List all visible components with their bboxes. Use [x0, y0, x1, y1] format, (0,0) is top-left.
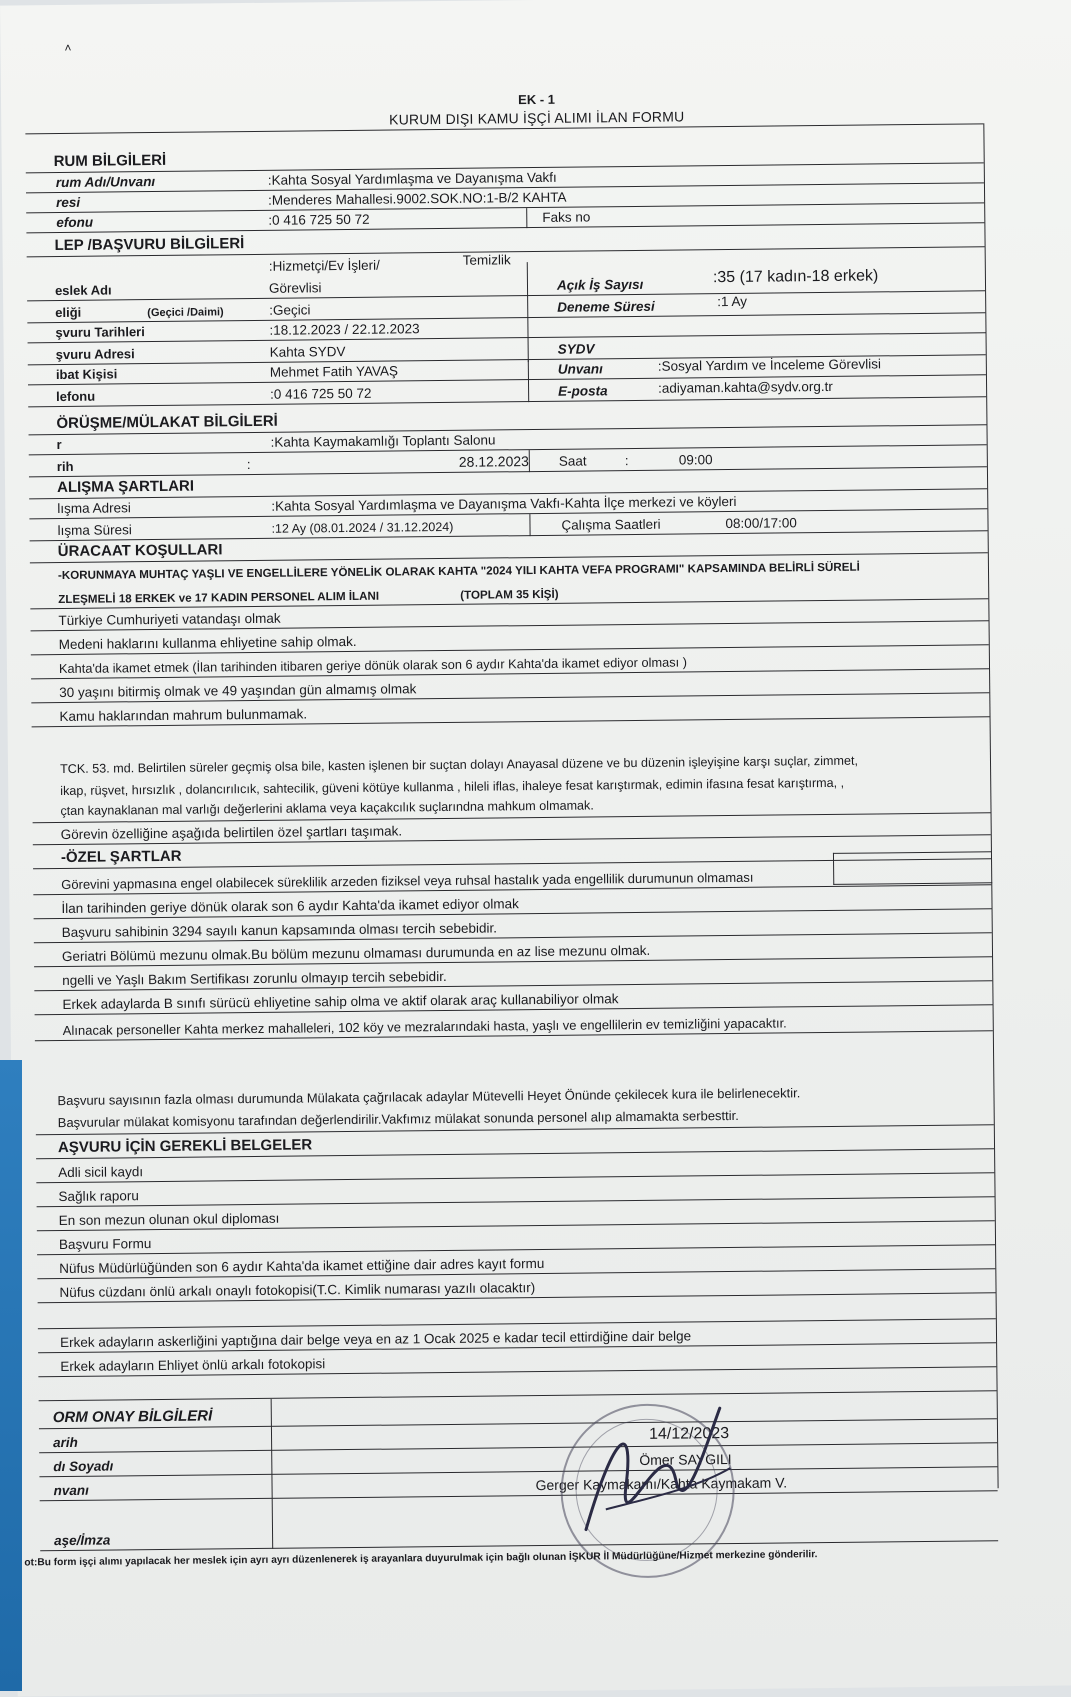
corner-mark: ˄: [64, 40, 72, 55]
muracaat-intro-line1: -KORUNMAYA MUHTAÇ YAŞLI VE ENGELLİLERE YÖNELİK OLARAK KAHTA "2024 YILI KAHTA VEFA PROGRAMI" KAPSAMINDA BELİRLİ SÜRELİ: [57, 560, 860, 583]
ozel-section-title: -ÖZEL ŞARTLAR: [60, 847, 182, 867]
mulakat-time-label: Saat: [558, 453, 587, 469]
basvuru-address-label: şvuru Adresi: [55, 346, 135, 363]
ozel-item: Geriatri Bölümü mezunu olmak.Bu bölüm mezunu olmaması durumunda en az lise mezunu olmak.: [61, 942, 651, 965]
work-hours-value: 08:00/17:00: [725, 515, 797, 532]
sydv-label: SYDV: [557, 341, 595, 357]
irtibat-label: ibat Kişisi: [55, 366, 118, 383]
ozel-note-1: Başvuru sayısının fazla olması durumunda Mülakata çağrılacak adaylar Mütevelli Heyet Önünde çekilecek kura ile belirlenecektir.: [57, 1085, 801, 1109]
kurum-name-value: :Kahta Sosyal Yardımlaşma ve Dayanışma Vakfı: [267, 169, 557, 188]
title-value: :Sosyal Yardım ve İnceleme Görevlisi: [657, 356, 882, 374]
belge-item: Nüfus cüzdanı önlü arkalı onaylı fotokopisi(T.C. Kimlik numarası yazılı olacaktır): [59, 1280, 536, 1301]
meslek-value-line2: Görevlisi: [268, 280, 322, 296]
kurum-phone-value: :0 416 725 50 72: [268, 211, 370, 228]
onay-name-label: dı Soyadı: [53, 1458, 114, 1475]
talep-phone-label: lefonu: [56, 388, 96, 405]
basvuru-address-value: Kahta SYDV: [269, 344, 346, 360]
calisma-section-title: ALIŞMA ŞARTLARI: [56, 477, 195, 497]
talep-section-title: LEP /BAŞVURU BİLGİLERİ: [54, 235, 245, 255]
mulakat-time-value: 09:00: [678, 452, 713, 468]
background-edge: [0, 1060, 22, 1691]
kurum-fax-label: Faks no: [542, 209, 591, 225]
ozel-item: İlan tarihinden geriye dönük olarak son 6 aydır Kahta'da ikamet ediyor olmak: [61, 896, 519, 917]
calisma-duration-label: lışma Süresi: [57, 522, 132, 539]
signature-scribble: [555, 1388, 757, 1560]
mulakat-place-value: :Kahta Kaymakamlığı Toplantı Salonu: [270, 432, 496, 450]
gorev-text: Görevin özelliğine aşağıda belirtilen özel şartları taşımak.: [60, 823, 403, 843]
muracaat-item: 30 yaşını bitirmiş olmak ve 49 yaşından gün almamış olmak: [59, 681, 417, 701]
nitelik-label: eliği: [55, 304, 82, 321]
work-hours-label: Çalışma Saatleri: [561, 516, 661, 533]
nitelik-value: :Geçici: [269, 302, 311, 318]
mulakat-place-label: r: [56, 436, 62, 453]
talep-phone-value: :0 416 725 50 72: [270, 385, 372, 402]
basvuru-dates-value: :18.12.2023 / 22.12.2023: [269, 321, 420, 338]
calisma-divider: [529, 514, 530, 536]
belge-item: Sağlık raporu: [58, 1188, 139, 1205]
open-jobs-value: :35 (17 kadın-18 erkek): [712, 267, 879, 287]
ozel-item: Erkek adaylarda B sınıfı sürücü ehliyetine sahip olma ve aktif olarak araç kullanabiliyor olmak: [62, 991, 619, 1013]
nitelik-options: (Geçici /Daimi): [147, 306, 224, 320]
fax-divider: [526, 208, 527, 228]
email-label: E-posta: [558, 383, 608, 399]
ozel-notes-row: [35, 1031, 994, 1135]
mulakat-date-value: 28.12.2023: [458, 453, 529, 470]
onay-name-value: Ömer SAYGILI: [639, 1451, 732, 1468]
muracaat-item: Medeni haklarını kullanma ehliyetine sahip olmak.: [58, 633, 357, 653]
kurum-address-value: :Menderes Mahallesi.9002.SOK.NO:1-B/2 KAHTA: [268, 189, 567, 208]
tck-line3: çtan kaynaklanan mal varlığı değerlerini aklama veya kaçakcılık suçlarındna mahkum olmamak.: [60, 798, 594, 819]
onay-section-title: ORM ONAY BİLGİLERİ: [52, 1407, 213, 1427]
tck-line1: TCK. 53. md. Belirtilen süreler geçmiş olsa bile, kasten işlenen bir suçtan dolayı Anayasal düzene ve bu düzenin işleyişine karşı suçlar, zimmet,: [59, 753, 859, 777]
belge-item: Erkek adayların Ehliyet önlü arkalı fotokopisi: [60, 1356, 326, 1375]
ozel-item: ngelli ve Yaşlı Bakım Sertifikası zorunlu olmayıp tercih sebebidir.: [62, 968, 447, 989]
trial-period-label: Deneme Süresi: [557, 298, 655, 315]
kurum-phone-label: efonu: [56, 214, 94, 231]
meslek-value-line1: :Hizmetçi/Ev İşleri/: [268, 257, 380, 274]
belge-item: Başvuru Formu: [58, 1236, 152, 1253]
onay-sign-row: [40, 1491, 998, 1551]
muracaat-intro-line2: ZLEŞMELİ 18 ERKEK ve 17 KADIN PERSONEL ALIM İLANI: [58, 589, 380, 607]
kurum-name-label: rum Adı/Unvanı: [55, 173, 156, 191]
mulakat-date-label: rih: [56, 458, 74, 475]
tck-line2: ikap, rüşvet, hırsızlık , dolancırılıcık, sahtecilik, güveni kötüye kullanma , hileli iflas, ihaleye fesat karıştırmak, edimin ifasına fesat karıştırma, ,: [60, 775, 845, 799]
form-annex-label: EK - 1: [518, 91, 556, 108]
belge-item: Erkek adayların askerliğini yaptığına dair belge veya en az 1 Ocak 2025 e kadar tecil ettirdiğine dair belge: [59, 1328, 692, 1351]
onay-date-label: arih: [53, 1434, 78, 1451]
ozel-note-2: Başvurular mülakat komisyonu tarafından değerlendirilir.Vakfımız mülakat sonunda personel alıp almamakta serbesttir.: [57, 1107, 739, 1131]
title-label: Unvanı: [557, 361, 603, 377]
ozel-item: Başvuru sahibinin 3294 sayılı kanun kapsamında olması tercih sebebidir.: [61, 920, 498, 941]
meslek-label: eslek Adı: [54, 282, 112, 299]
email-value: :adiyaman.kahta@sydv.org.tr: [657, 378, 833, 396]
kurum-section-title: RUM BİLGİLERİ: [53, 151, 167, 171]
ozel-item: Görevini yapmasına engel olabilecek süreklilik arzeden fiziksel veya ruhsal hastalık yada engellilik durumunun olmaması: [61, 869, 754, 893]
onay-sign-label: aşe/İmza: [54, 1532, 111, 1549]
belge-item: Nüfus Müdürlüğünden son 6 aydır Kahta'da ikamet ettiğine dair adres kayıt formu: [59, 1255, 545, 1277]
onay-title-value: Gerger Kaymakamı/Kahta Kaymakam V.: [535, 1474, 788, 1494]
calisma-address-label: lışma Adresi: [57, 500, 131, 517]
calisma-address-value: :Kahta Sosyal Yardımlaşma ve Dayanışma Vakfı-Kahta İlçe merkezi ve köyleri: [271, 493, 737, 514]
muracaat-item: Türkiye Cumhuriyeti vatandaşı olmak: [58, 610, 281, 629]
basvuru-dates-label: şvuru Tarihleri: [55, 324, 145, 341]
muracaat-item: Kahta'da ikamet etmek (İlan tarihinden itibaren geriye dönük olarak son 6 aydır Kahta'da ikamet ediyor olması ): [58, 654, 688, 677]
mulakat-time-colon: :: [624, 453, 629, 469]
mulakat-section-title: ÖRÜŞME/MÜLAKAT BİLGİLERİ: [56, 412, 278, 433]
onay-title-label: nvanı: [53, 1482, 89, 1499]
irtibat-value: Mehmet Fatih YAVAŞ: [269, 363, 399, 380]
open-jobs-label: Açık İş Sayısı: [556, 276, 644, 293]
calisma-duration-value: :12 Ay (08.01.2024 / 31.12.2024): [271, 519, 454, 536]
onay-date-value: 14/12/2023: [648, 1425, 730, 1443]
belgeler-section-title: AŞVURU İÇİN GEREKLİ BELGELER: [57, 1136, 313, 1157]
footnote: ot:Bu form işçi alımı yapılacak her meslek için ayrı ayrı düzenlenerek iş arayanlara duyurulmak için bağlı olunan İŞKUR İl Müdürlüğüne/Hizmet merkezine gönderilir.: [24, 1549, 818, 1569]
muracaat-item: Kamu haklarından mahrum bulunmamak.: [59, 706, 308, 725]
kurum-address-label: resi: [56, 194, 81, 211]
belge-item: Adli sicil kaydı: [58, 1164, 144, 1181]
muracaat-intro-total: (TOPLAM 35 KİŞİ): [460, 587, 559, 602]
ozel-item: Alınacak personeller Kahta merkez mahalleleri, 102 köy ve mezralarındaki hasta, yaşlı ve engellilerin ev temizliğini yapacaktır.: [62, 1015, 787, 1039]
tck-row: [32, 717, 991, 823]
belge-item: En son mezun olunan okul diploması: [58, 1210, 280, 1229]
mulakat-date-colon: :: [246, 457, 251, 473]
form-title: KURUM DIŞI KAMU İŞÇİ ALIMI İLAN FORMU: [389, 108, 685, 128]
mulakat-divider: [529, 450, 530, 472]
meslek-value-temizlik: Temizlik: [462, 252, 511, 268]
muracaat-section-title: ÜRACAAT KOŞULLARI: [57, 541, 223, 561]
trial-period-value: :1 Ay: [717, 293, 748, 310]
